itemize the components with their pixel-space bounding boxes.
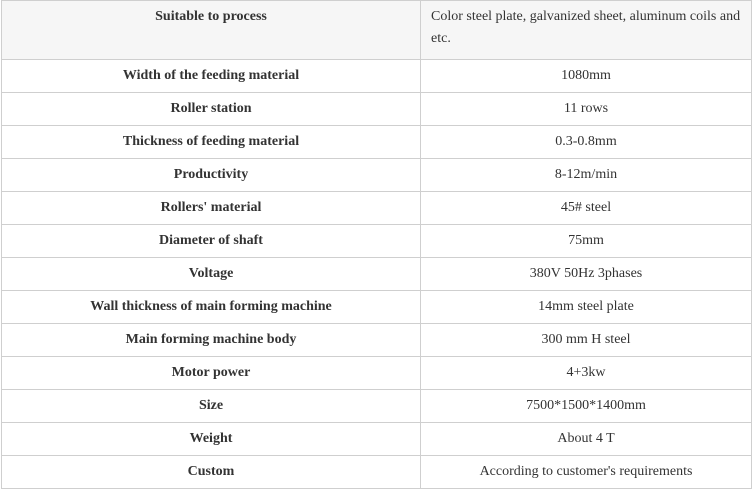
table-row [2, 159, 752, 192]
table-row [2, 324, 752, 357]
parameter-name-cell: Main forming machine body [2, 324, 421, 357]
parameter-name-cell: Diameter of shaft [2, 225, 421, 258]
parameter-value-cell: 7500*1500*1400mm [421, 390, 752, 423]
table-row [2, 225, 752, 258]
table-row [2, 291, 752, 324]
parameter-name-cell: Motor power [2, 357, 421, 390]
table-row [2, 60, 752, 93]
parameter-name-cell: Size [2, 390, 421, 423]
table-row [2, 192, 752, 225]
parameter-name-cell: Width of the feeding material [2, 60, 421, 93]
parameter-name-cell: Weight [2, 423, 421, 456]
parameter-name-cell: Rollers' material [2, 192, 421, 225]
parameter-value-cell: 4+3kw [421, 357, 752, 390]
parameter-name-cell: Voltage [2, 258, 421, 291]
table-row [2, 126, 752, 159]
parameter-value-cell: 0.3-0.8mm [421, 126, 752, 159]
table-header-row [2, 1, 752, 60]
spec-table [1, 0, 752, 489]
parameter-name-cell: Productivity [2, 159, 421, 192]
parameter-value-cell: 45# steel [421, 192, 752, 225]
parameter-name-cell: Roller station [2, 93, 421, 126]
parameter-value-cell: 8-12m/min [421, 159, 752, 192]
parameter-name-cell: Wall thickness of main forming machine [2, 291, 421, 324]
parameter-value-cell: Color steel plate, galvanized sheet, aluminum coils and etc. [421, 1, 752, 60]
parameter-value-cell: According to customer's requirements [421, 456, 752, 489]
table-row [2, 258, 752, 291]
table-row [2, 93, 752, 126]
table-row [2, 390, 752, 423]
parameter-value-cell: 14mm steel plate [421, 291, 752, 324]
parameter-value-cell: 1080mm [421, 60, 752, 93]
table-row [2, 357, 752, 390]
table-row [2, 423, 752, 456]
parameter-name-cell: Suitable to process [2, 1, 421, 60]
parameter-value-cell: 75mm [421, 225, 752, 258]
parameter-name-cell: Custom [2, 456, 421, 489]
parameter-value-cell: 300 mm H steel [421, 324, 752, 357]
parameter-name-cell: Thickness of feeding material [2, 126, 421, 159]
parameter-value-cell: 11 rows [421, 93, 752, 126]
parameter-value-cell: About 4 T [421, 423, 752, 456]
parameter-value-cell: 380V 50Hz 3phases [421, 258, 752, 291]
